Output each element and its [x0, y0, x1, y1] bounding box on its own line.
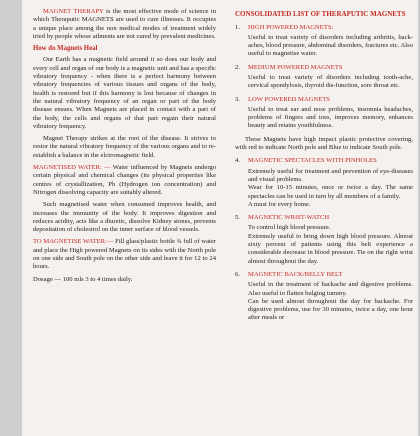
list-item-3: 3. LOW POWERED MAGNETS [235, 95, 330, 103]
intro-paragraph: MAGNET THERAPY is the most effective mode of science in which Theraputic MAGNETS are used to cure illnesses. It occupies a unique place among the non medical modes of treatment widely tried by people whose ailments are not cured by prevalent medicines. [33, 8, 217, 40]
list-item-3-body: Useful to treat ear and nose problems, insomnia headaches, problems of fingers and toes, improves memory, enhances beauty and retains youthfulness. [248, 105, 413, 130]
list-item-1: 1. HIGH POWERED MAGNETS: [235, 23, 334, 31]
consolidated-list-title: CONSOLIDATED LIST OF THERAPUTIC MAGNETS [235, 10, 406, 18]
magnetised-water-paragraph: MAGNETISED WATER: — Water influenced by Magnets undergo certain physical and chemical changes (its physical properties like centres of crystallization, Ph (Hydrogen ion concentration) and Nitrogen dissolving capacity are suitably altered. [33, 164, 216, 196]
list-item-2: 2. MEDIUM POWERED MAGNETS [235, 63, 343, 71]
heading-how-magnets-heal: How do Magnets Heal [33, 45, 98, 53]
to-magnetise-term: TO MAGNETISE WATER:— [33, 238, 114, 246]
magnet-therapy-term: MAGNET THERAPY [43, 8, 104, 15]
how-paragraph-1: Our Earth has a magnetic field around it so does our body and every cell and organ of our body is a magnetic unit and has a specific vibratory frequency - when there is a perfect harmony between vibratory frequencies of various tissues and organs of the body, health is restored but if this harmony is lost because of changes in the natural vibratory frequency of an organ or part of the body disease ensues. When Magnets are placed in contact with a part of the body, the cells and organs of that part regain their natural vibratory frequency. [33, 56, 216, 130]
right-column [235, 8, 413, 328]
to-magnetise-paragraph: TO MAGNETISE WATER:— Fill glass/plastic bottle ¾ full of water and place the High powered Magnets on its sides with the North pole on one side and South pole on the other side and leave it for 12 to 24 hours. [33, 238, 217, 271]
list-item-6-body: Useful in the treatment of backache and digestive problems. Also useful to flatten bulging tummy. Can be used almost throughout the day for backache. For digestive problems, use for 30 minutes, twice a day, one hour after meals or [248, 281, 413, 322]
leaflet-page [22, 0, 418, 436]
list-item-4: 4. MAGNETIC SPECTACLES WITH PINHOLES [235, 157, 377, 165]
dosage-line: Dosage — 100 mls 3 to 4 times daily. [33, 275, 133, 283]
how-paragraph-2: Magnet Therapy strikes at the root of the disease. It strives to restor the natural vibratory frequency of the various organs and to re-establish a balance in the elctromagnetic field. [33, 135, 216, 159]
list-item-2-body: Useful to treat variety of disorders including tooth-ache, cervical spondylosis, thyroid dis-function, sore throat etc. [248, 73, 413, 90]
list-item-6: 6. MAGNETIC BACK/BELLY BELT [235, 270, 343, 278]
left-column [33, 8, 216, 288]
list-item-1-body: Useful to treat variety of disorders including arthritis, back-aches, blood pressure, abdominal disorders, fractures etc. Also useful to magnetise water. [248, 33, 413, 58]
list-item-4-body: Extremely useful for treatment and prevention of eye-diseases and visual problems. Wear for 10-15 minutes, once or twice a day. The same spectacles can be used in turn by all members of a family. A must for every home. [248, 167, 413, 208]
magnetised-water-benefits: Such magnetised water when consumed improves health, and increases the immunity of the body. It improves digestion and reduces acidity, acts like a diuretic, dissolve Kidney stones, prevents depositation of cholestrol on the inner surface of blood vessels. [33, 201, 216, 234]
covering-note: These Magnets have high impact plastic protective covering, with red to indicate North pole and Blue to indicate South pole. [235, 135, 413, 152]
list-item-5: 5. MAGNETIC WRIST-WATCH [235, 214, 330, 222]
magnetised-water-term: MAGNETISED WATER: — [33, 164, 111, 172]
list-item-5-body: To control high blood pressure. Extremely useful to bring down high blood pressure. Almost sixty percent of patients using this belt experience a considerable decrease in blood pressure. Tie on the right wrist almost throughout the day. [248, 224, 413, 265]
